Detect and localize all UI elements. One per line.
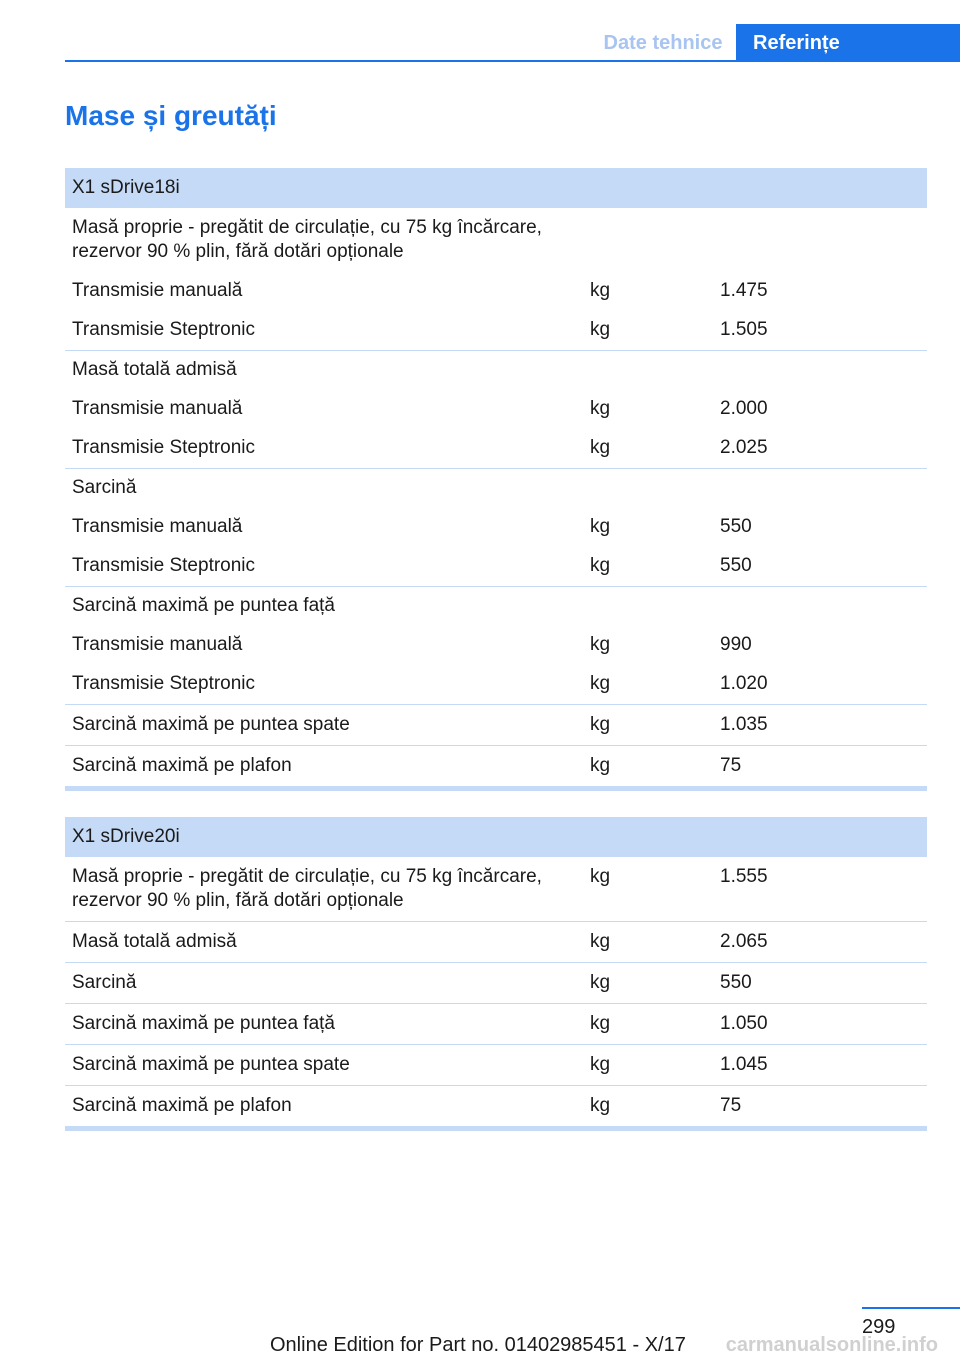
page-number-rule xyxy=(862,1307,960,1309)
table-row: Masă proprie - pregătit de circulație, cu 75 kg încărcare, rezervor 90 % plin, fără dotări opționale xyxy=(72,217,542,262)
table-row: Sarcină maximă pe puntea față xyxy=(65,586,927,626)
table-row: Sarcină maximă pe plafon kg 75 xyxy=(65,1085,927,1126)
table-row: Sarcină maximă pe puntea spate kg 1.035 xyxy=(65,704,927,745)
tab-date-tehnice[interactable]: Date tehnice xyxy=(603,32,723,54)
table-row: Masă totală admisă xyxy=(65,350,927,390)
page-number: 299 xyxy=(862,1316,896,1338)
table-row: Sarcină maximă pe puntea spate kg 1.045 xyxy=(65,1044,927,1085)
table-row: Sarcină maximă pe puntea față kg 1.050 xyxy=(65,1003,927,1044)
table-row: Transmisie manuală kg 2.000 xyxy=(72,398,768,419)
table-row: Transmisie manuală kg 990 xyxy=(72,634,752,655)
table-row: Masă totală admisă kg 2.065 xyxy=(65,921,927,962)
tab-referinte[interactable]: Referințe xyxy=(736,24,960,62)
table-row: Sarcină maximă pe plafon kg 75 xyxy=(65,745,927,786)
table-heading: X1 sDrive20i xyxy=(65,817,927,857)
table-row: Transmisie manuală kg 1.475 xyxy=(72,280,768,301)
table-end-bar xyxy=(65,1126,927,1131)
weights-table-sdrive18i xyxy=(65,168,927,791)
table-heading: X1 sDrive18i xyxy=(65,168,927,208)
table-row: Transmisie manuală kg 550 xyxy=(72,516,752,537)
header-rule xyxy=(65,60,960,62)
table-row: Sarcină kg 550 xyxy=(65,962,927,1003)
weights-table-sdrive20i xyxy=(65,817,927,1131)
table-row: Transmisie Steptronic kg 1.505 xyxy=(72,319,768,340)
table-row: Masă proprie - pregătit de circulație, cu 75 kg încărcare, rezervor 90 % plin, fără dotări opționale kg 1.555 xyxy=(72,866,768,911)
watermark: carmanualsonline.info xyxy=(725,1334,938,1356)
table-end-bar xyxy=(65,786,927,791)
edition-footer: Online Edition for Part no. 01402985451 - X/17 xyxy=(270,1334,686,1356)
table-row: Transmisie Steptronic kg 1.020 xyxy=(72,673,768,694)
table-row: Sarcină xyxy=(65,468,927,508)
page-title: Mase și greutăți xyxy=(65,100,277,131)
table-row: Transmisie Steptronic kg 2.025 xyxy=(72,437,768,458)
table-row: Transmisie Steptronic kg 550 xyxy=(72,555,752,576)
